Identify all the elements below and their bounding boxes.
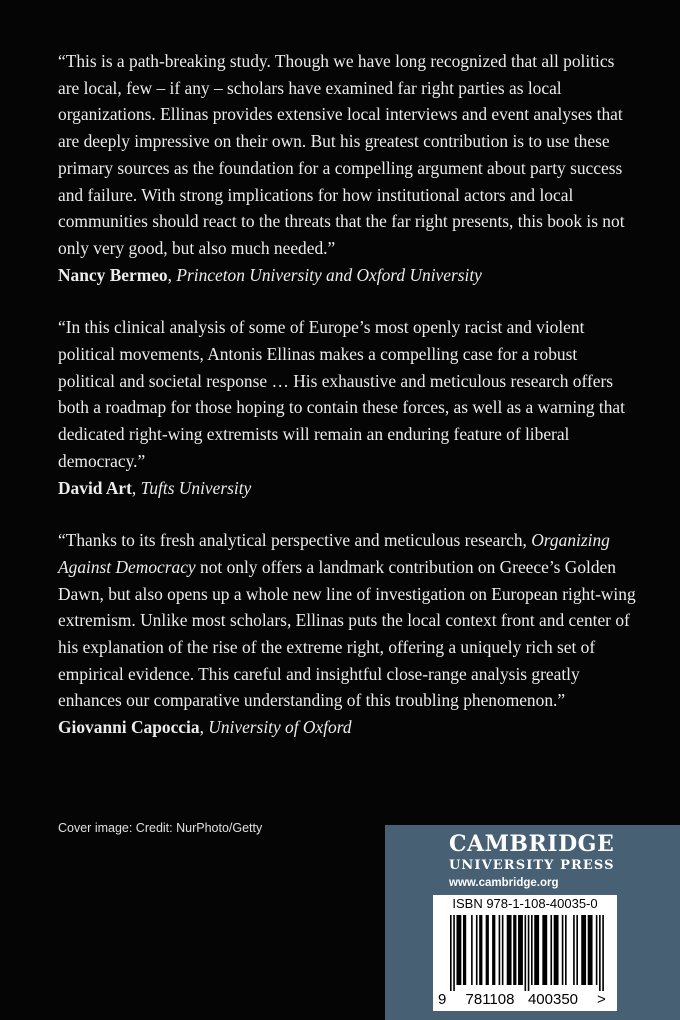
publisher-url: www.cambridge.org [449,877,559,889]
barcode-bar [573,915,575,985]
author-name: Nancy Bermeo [58,264,168,285]
barcode-bar [525,915,527,991]
barcode-bar [453,915,455,991]
author-name: David Art [58,477,132,498]
isbn-barcode [433,895,617,1011]
barcode-lead-digit: 9 [438,991,447,1008]
review-blurb-art [58,314,638,501]
review-quotes [58,48,638,741]
barcode-bar [507,915,512,985]
barcode-bar [599,915,601,991]
quote-paragraph [58,527,638,714]
barcode-bar [581,915,586,985]
attribution-separator: , [199,717,209,738]
barcode-bar [463,915,466,985]
barcode-bar [471,915,473,985]
barcode-bar [476,915,478,985]
barcode-bar [542,915,547,985]
barcode-bar [513,915,516,985]
attribution [58,475,638,502]
barcode-bar [479,915,482,985]
barcode-bar [531,915,533,985]
barcode-bar [492,915,495,985]
barcode-bar [456,915,461,985]
author-affiliation: University of Oxford [208,717,352,738]
barcode-bar [562,915,564,985]
quote-text [58,527,638,714]
barcode-right-digits: 400350 [527,991,579,1008]
book-title: Organizing Against Democracy [58,530,610,577]
barcode-bar [502,915,504,985]
barcode-bar [596,915,598,985]
publisher-panel [385,825,680,1020]
review-blurb-capoccia [58,527,638,741]
barcode-bar [588,915,593,985]
quote-text [58,314,638,474]
author-affiliation: Tufts University [140,477,252,498]
isbn-label: ISBN 978-1-108-40035-0 [452,896,598,911]
barcode-bar [576,915,578,985]
attribution-separator: , [131,477,141,498]
barcode-bar [499,915,501,985]
quote-paragraph: “This is a path-breaking study. Though we have long recognized that all politics are local, few – if any – scholars have examined far right parties as local organizations. Ellinas provides extensive local interviews and event analyses that are deeply impressive on their own. But his greatest contribution is to use these primary sources as the foundation for a compelling argument about party success and failure. With strong implications for how institutional actors and local communities should react to the threats that the far right presents, this book is not only very good, but also much needed.” [58,51,625,258]
barcode-bar [518,915,523,985]
author-name: Giovanni Capoccia [58,717,200,738]
barcode-bar [450,915,452,991]
quote-rest: not only offers a landmark contribution on Greece’s Golden Dawn, but also opens up a whole new line of investigation on European right-wing extremism. Unlike most scholars, Ellinas puts the local context front and center of his explanation of the rise of the extreme right, offering a uniquely rich set of empirical evidence. This careful and insightful close-range analysis greatly enhances our comparative understanding of this troubling phenomenon.” [58,556,636,711]
attribution-separator: , [167,264,177,285]
barcode-panel [433,895,617,1011]
barcode-bar [565,915,567,985]
author-affiliation: Princeton University and Oxford University [176,264,482,285]
attribution [58,714,638,741]
quote-lead: “Thanks to its fresh analytical perspective and meticulous research, [58,530,527,551]
publisher-name: CAMBRIDGE [449,831,615,857]
barcode-bar [550,915,552,985]
barcode-bar [602,915,604,991]
quote-paragraph: “In this clinical analysis of some of Europe’s most openly racist and violent political movements, Antonis Ellinas makes a compelling case for a robust political and societal response … His exhaustive and meticulous research offers both a roadmap for those hoping to contain these forces, as well as a warning that dedicated right-wing extremists will remain an enduring feature of liberal democracy.” [58,317,625,471]
barcode-bar [486,915,489,985]
publisher-subtitle: UNIVERSITY PRESS [449,858,615,873]
attribution [58,262,638,289]
barcode-bar [554,915,559,985]
barcode-bar [528,915,530,991]
review-blurb-bermeo [58,48,638,288]
barcode-bar [534,915,539,985]
barcode-left-digits: 781108 [465,991,515,1008]
cover-image-credit: Cover image: Credit: NurPhoto/Getty [58,821,263,835]
quote-text [58,48,638,262]
barcode-quiet-zone-marker: > [597,991,606,1008]
